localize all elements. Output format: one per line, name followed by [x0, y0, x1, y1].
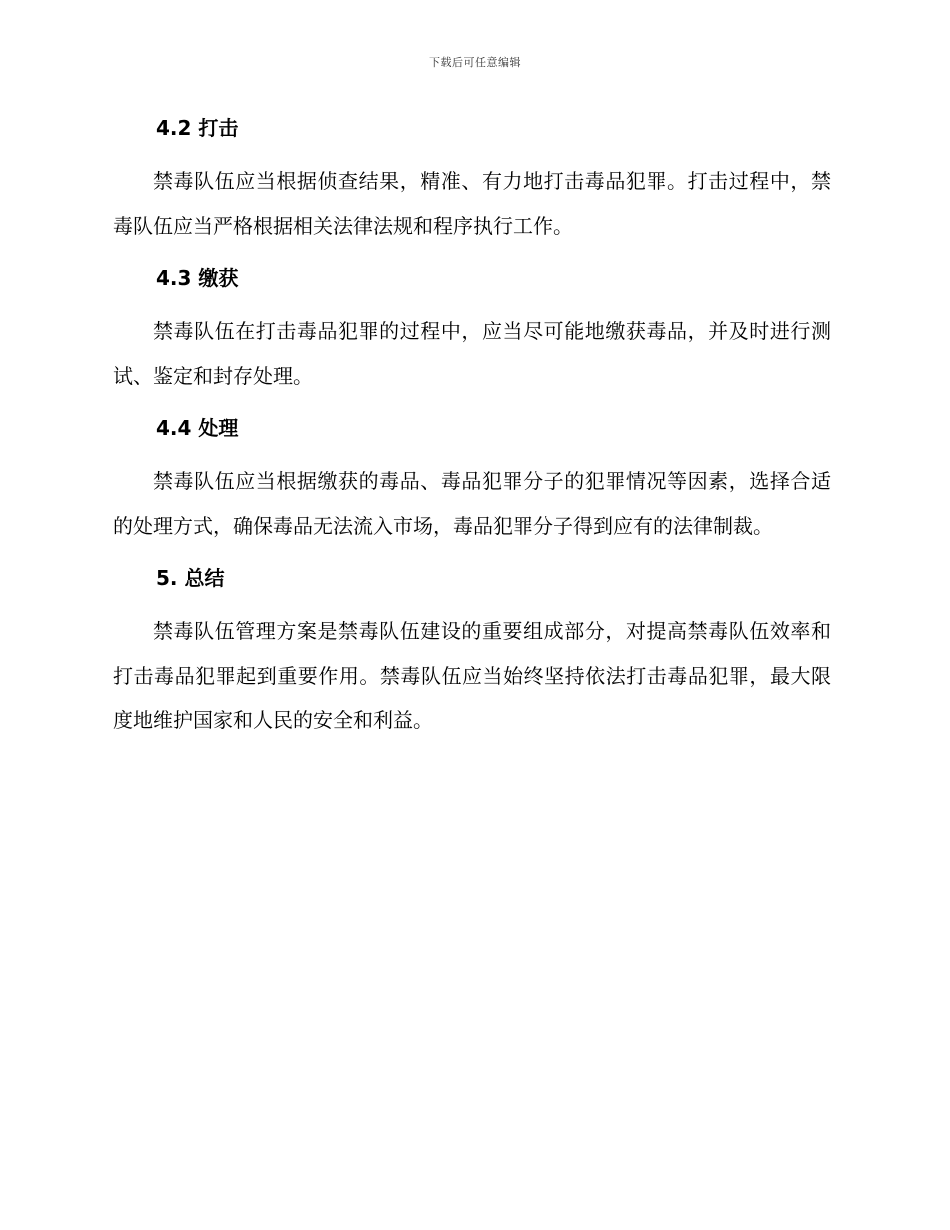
section-heading-4-2: 4.2 打击 — [156, 116, 239, 140]
page-header-note: 下载后可任意编辑 — [429, 56, 521, 69]
section-heading-4-4: 4.4 处理 — [156, 416, 239, 440]
section-paragraph-4-2: 禁毒队伍应当根据侦查结果，精准、有力地打击毒品犯罪。打击过程中，禁毒队伍应当严格根据相关法律法规和程序执行工作。 — [113, 169, 831, 238]
section-heading-5: 5. 总结 — [156, 566, 225, 590]
section-paragraph-4-4: 禁毒队伍应当根据缴获的毒品、毒品犯罪分子的犯罪情况等因素，选择合适的处理方式，确保毒品无法流入市场，毒品犯罪分子得到应有的法律制裁。 — [113, 469, 831, 538]
section-paragraph-5: 禁毒队伍管理方案是禁毒队伍建设的重要组成部分，对提高禁毒队伍效率和打击毒品犯罪起到重要作用。禁毒队伍应当始终坚持依法打击毒品犯罪，最大限度地维护国家和人民的安全和利益。 — [113, 619, 831, 732]
section-paragraph-4-3: 禁毒队伍在打击毒品犯罪的过程中，应当尽可能地缴获毒品，并及时进行测试、鉴定和封存处理。 — [113, 319, 831, 388]
document-body — [113, 110, 831, 743]
section-heading-4-3: 4.3 缴获 — [156, 266, 239, 290]
